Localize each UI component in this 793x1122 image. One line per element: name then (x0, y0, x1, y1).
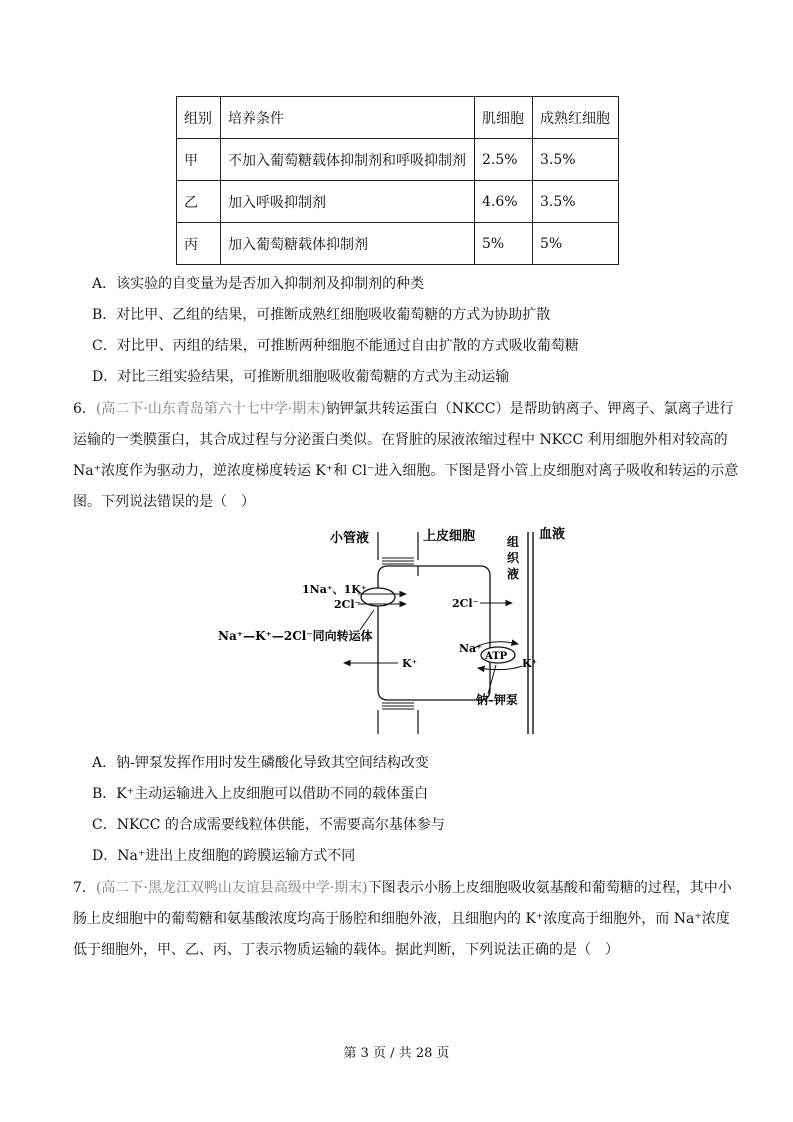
q7-source: (高二下·黑龙江双鸭山友谊县高级中学·期末) (95, 880, 368, 896)
table-cell: 4.6% (475, 181, 533, 223)
table-cell: 3.5% (533, 139, 619, 181)
tissue-fluid-label-2: 织 (507, 551, 520, 565)
table-cell: 3.5% (533, 181, 619, 223)
k-pump-label: K⁺ (522, 657, 538, 670)
table-cell: 5% (475, 223, 533, 265)
pump-label: 钠–钾泵 (476, 693, 519, 707)
tubule-fluid-label: 小管液 (330, 531, 370, 546)
q6-source: (高二下·山东青岛第六十七中学·期末) (95, 401, 326, 417)
q7-line3: 低于细胞外，甲、乙、丙、丁表示物质运输的载体。据此判断，下列说法正确的是（ ） (73, 942, 619, 958)
q7-line2: 肠上皮细胞中的葡萄糖和氨基酸浓度均高于肠腔和细胞外液，且细胞内的 K⁺浓度高于细胞外，而 Na⁺浓度 (73, 911, 730, 927)
table-header-row (177, 97, 619, 139)
q7-number: 7． (73, 880, 96, 896)
k-left-label: K⁺ (402, 657, 418, 670)
q6-option-b: B．K⁺主动运输进入上皮细胞可以借助不同的载体蛋白 (92, 786, 429, 802)
table-cell: 甲 (177, 139, 221, 181)
na-pump-label: Na⁺ (459, 642, 482, 655)
kidney-tubule-diagram (210, 520, 590, 738)
q5-option-b: B．对比甲、乙组的结果，可推断成熟红细胞吸收葡萄糖的方式为协助扩散 (92, 307, 551, 323)
q5-option-c: C．对比甲、丙组的结果，可推断两种细胞不能通过自由扩散的方式吸收葡萄糖 (92, 338, 579, 354)
table-cell: 乙 (177, 181, 221, 223)
table-header-cell: 肌细胞 (475, 97, 533, 139)
table-cell: 5% (533, 223, 619, 265)
cl-in-label: 2Cl⁻ (334, 598, 361, 611)
page-footer: 第 3 页 / 共 28 页 (343, 1046, 450, 1061)
ions-in-label: 1Na⁺、1K⁺ (302, 583, 367, 596)
table-cell: 丙 (177, 223, 221, 265)
table-cell: 加入葡萄糖载体抑制剂 (221, 223, 475, 265)
q6-option-c: C．NKCC 的合成需要线粒体供能，不需要高尔基体参与 (92, 817, 445, 833)
q6-line2: 运输的一类膜蛋白，其合成过程与分泌蛋白类似。在肾脏的尿液浓缩过程中 NKCC 利用细胞外相对较高的 (73, 432, 728, 448)
q6-option-a: A．钠-钾泵发挥作用时发生磷酸化导致其空间结构改变 (92, 755, 429, 771)
q6-line1 (73, 398, 734, 418)
results-table (176, 96, 619, 265)
table-cell: 不加入葡萄糖载体抑制剂和呼吸抑制剂 (221, 139, 475, 181)
q7-text-1: 下图表示小肠上皮细胞吸收氨基酸和葡萄糖的过程，其中小 (367, 880, 732, 896)
tissue-fluid-label-1: 组 (507, 535, 520, 549)
q6-number: 6． (73, 401, 96, 417)
table-header-cell: 成熟红细胞 (533, 97, 619, 139)
tissue-fluid-label-3: 液 (507, 567, 520, 581)
q5-option-d: D．对比三组实验结果，可推断肌细胞吸收葡萄糖的方式为主动运输 (92, 369, 510, 385)
table-cell: 2.5% (475, 139, 533, 181)
q6-line4: 图。下列说法错误的是（ ） (73, 494, 255, 510)
q5-option-a: A．该实验的自变量为是否加入抑制剂及抑制剂的种类 (92, 276, 425, 292)
table-row (177, 139, 619, 181)
q7-line1 (73, 877, 732, 897)
q6-option-d: D．Na⁺进出上皮细胞的跨膜运输方式不同 (92, 848, 356, 864)
table-cell: 加入呼吸抑制剂 (221, 181, 475, 223)
atp-label: ATP (485, 651, 508, 662)
q6-line3: Na⁺浓度作为驱动力，逆浓度梯度转运 K⁺和 Cl⁻进入细胞。下图是肾小管上皮细胞对离子吸收和转运的示意 (73, 463, 739, 479)
symporter-label: Na⁺—K⁺—2Cl⁻同向转运体 (218, 629, 373, 643)
table-header-cell: 组别 (177, 97, 221, 139)
table-row (177, 223, 619, 265)
q6-text-1: 钠钾氯共转运蛋白（NKCC）是帮助钠离子、钾离子、氯离子进行 (325, 401, 734, 417)
cl-out-label: 2Cl⁻ (452, 597, 479, 610)
table-header-cell: 培养条件 (221, 97, 475, 139)
blood-label: 血液 (539, 527, 566, 542)
table-row (177, 181, 619, 223)
epithelial-cell-label: 上皮细胞 (423, 529, 476, 544)
